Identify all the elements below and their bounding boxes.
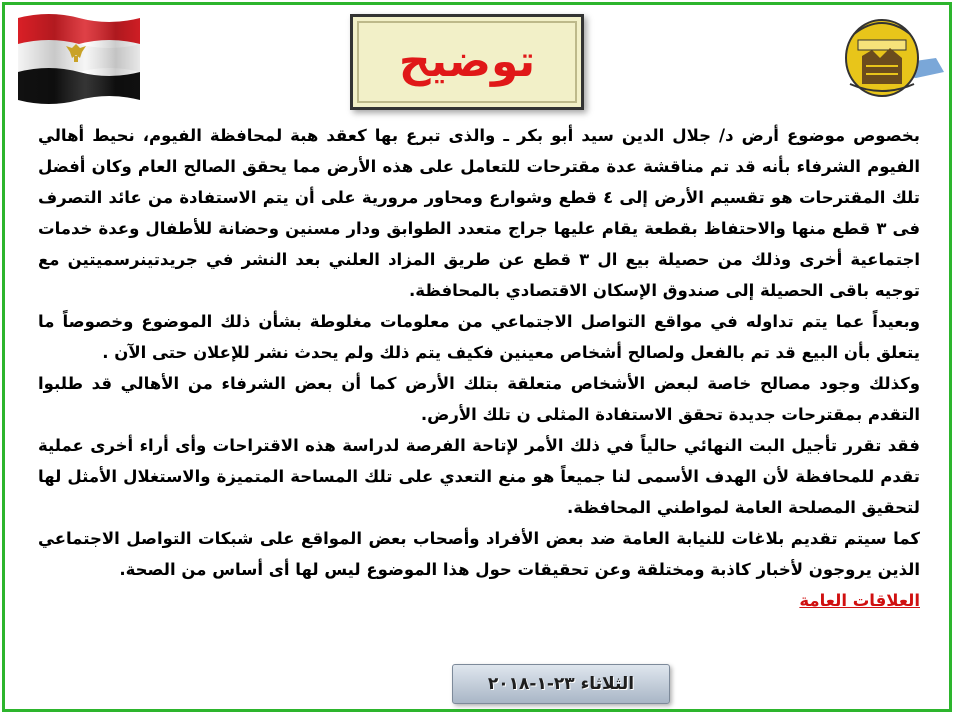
date-box xyxy=(452,664,670,704)
statement-paragraph: بخصوص موضوع أرض د/ جلال الدين سيد أبو بكر ـ والذى تبرع بها كعقد هبة لمحافظة الفيوم، نحيط أهالي الفيوم الشرفاء بأنه قد تم مناقشة عدة مقترحات للتعامل على هذه الأرض مما يحقق الصالح العام وكان أفضل تلك المقترحات هو تقسيم الأرض إلى ٤ قطع وشوارع ومحاور مرورية على أن يتم الاستفادة من عائد التصرف فى ٣ قطع منها والاحتفاظ بقطعة يقام عليها جراج متعدد الطوابق ودار مسنين وحضانة للأطفال وعدة خدمات اجتماعية أخرى وذلك من حصيلة بيع ال ٣ قطع عن طريق المزاد العلني بعد النشر في جريدتينرسميتين مع توجيه باقى الحصيلة إلى صندوق الإسكان الاقتصادي بالمحافظة. xyxy=(38,126,920,300)
statement-paragraph: كما سيتم تقديم بلاغات للنيابة العامة ضد بعض الأفراد وأصحاب بعض المواقع على شبكات التواصل الاجتماعي الذين يروجون لأخبار كاذبة ومختلقة وعن تحقيقات حول هذا الموضوع ليس لها أى أساس من الصحة. xyxy=(38,529,920,579)
governorate-emblem-icon xyxy=(836,6,948,108)
statement-paragraph: فقد تقرر تأجيل البت النهائي حالياً في ذلك الأمر لإتاحة الفرصة لدراسة هذه الاقتراحات وأى أراء أخرى عملية تقدم للمحافظة لأن الهدف الأسمى لنا جميعاً هو منع التعدي على تلك المساحة المتميزة والاستغلال الأمثل لها لتحقيق المصلحة العامة لمواطني المحافظة. xyxy=(38,436,920,517)
date-label: الثلاثاء ٢٣-١-٢٠١٨ xyxy=(487,674,635,694)
statement-paragraph: وكذلك وجود مصالح خاصة لبعض الأشخاص متعلقة بتلك الأرض كما أن بعض الشرفاء من الأهالي قد طلبوا التقدم بمقترحات جديدة تحقق الاستفادة المثلى ن تلك الأرض. xyxy=(38,374,920,424)
page-title: توضيح xyxy=(398,36,536,87)
statement-body xyxy=(38,120,920,616)
signature-label: العلاقات العامة xyxy=(799,591,920,610)
statement-paragraph: وبعيداً عما يتم تداوله في مواقع التواصل الاجتماعي من معلومات مغلوطة بشأن ذلك الموضوع وخصوصاً ما يتعلق بأن البيع قد تم بالفعل ولصالح أشخاص معينين فكيف يتم ذلك ولم يحدث نشر للإعلان حتى الآن . xyxy=(38,312,920,362)
title-box xyxy=(350,14,584,110)
egypt-flag-icon xyxy=(14,10,144,106)
